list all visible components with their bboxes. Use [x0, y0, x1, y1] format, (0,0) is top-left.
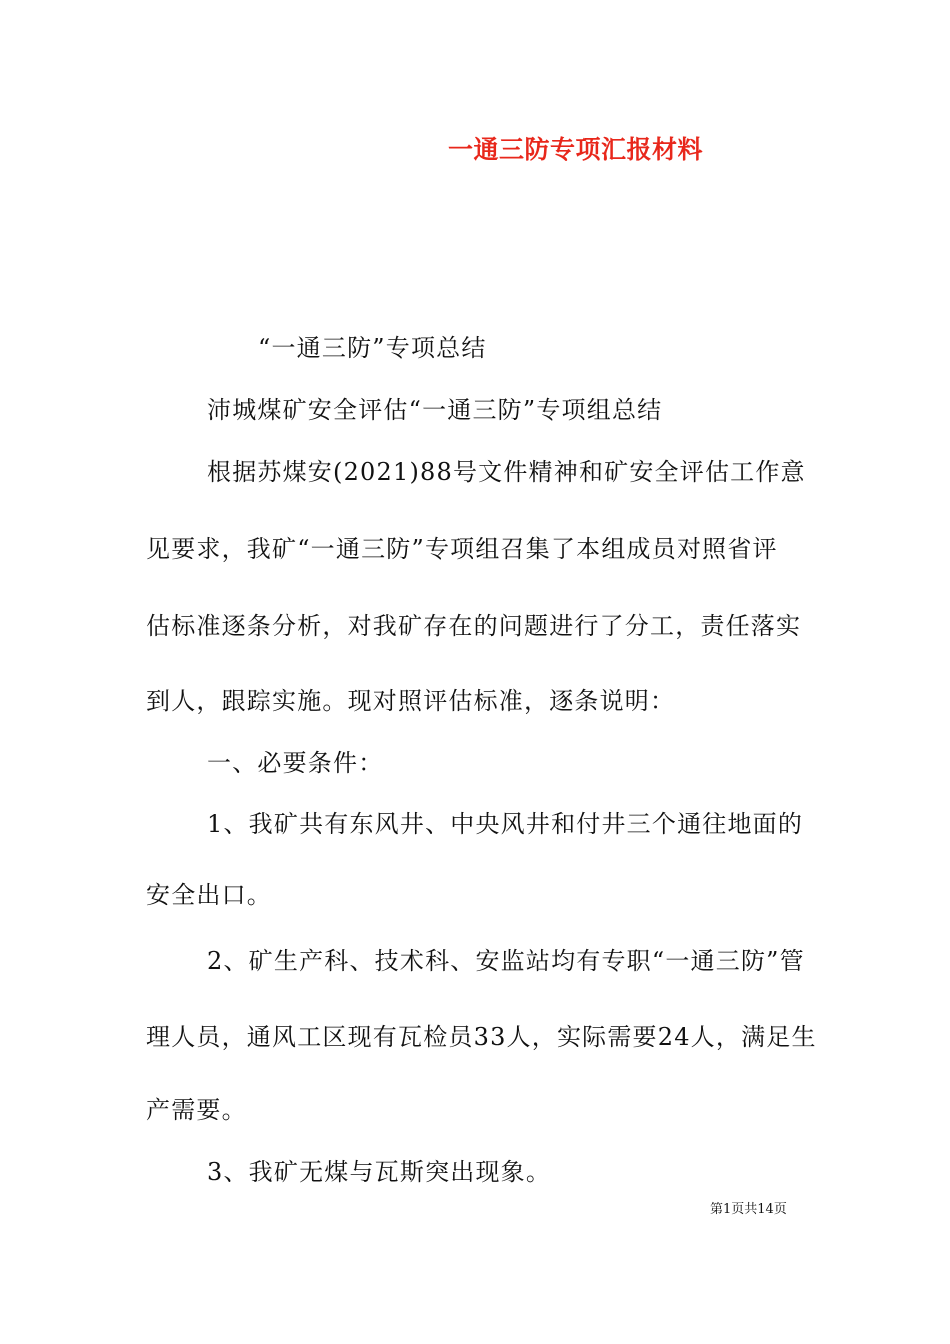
paragraph-line: 到人，跟踪实施。现对照评估标准，逐条说明： — [146, 687, 676, 715]
paragraph-line: 沛城煤矿安全评估“一通三防”专项组总结 — [207, 396, 663, 424]
paragraph-line: 理人员，通风工区现有瓦检员33人，实际需要24人，满足生 — [146, 1023, 817, 1051]
paragraph-line: 1、我矿共有东风井、中央风井和付井三个通往地面的 — [207, 810, 804, 838]
paragraph-line: 根据苏煤安(2021)88号文件精神和矿安全评估工作意 — [207, 458, 806, 486]
paragraph-line: 见要求，我矿“一通三防”专项组召集了本组成员对照省评 — [146, 535, 778, 563]
section-subtitle: “一通三防”专项总结 — [258, 334, 487, 362]
section-heading: 一、必要条件： — [207, 749, 384, 777]
paragraph-line: 安全出口。 — [146, 881, 272, 909]
paragraph-line: 估标准逐条分析，对我矿存在的问题进行了分工，责任落实 — [146, 612, 802, 640]
paragraph-line: 产需要。 — [146, 1096, 247, 1124]
page-number: 第1页共14页 — [710, 1202, 787, 1217]
paragraph-line: 3、我矿无煤与瓦斯突出现象。 — [207, 1158, 552, 1186]
document-title: 一通三防专项汇报材料 — [448, 135, 704, 164]
paragraph-line: 2、矿生产科、技术科、安监站均有专职“一通三防”管 — [207, 947, 805, 975]
